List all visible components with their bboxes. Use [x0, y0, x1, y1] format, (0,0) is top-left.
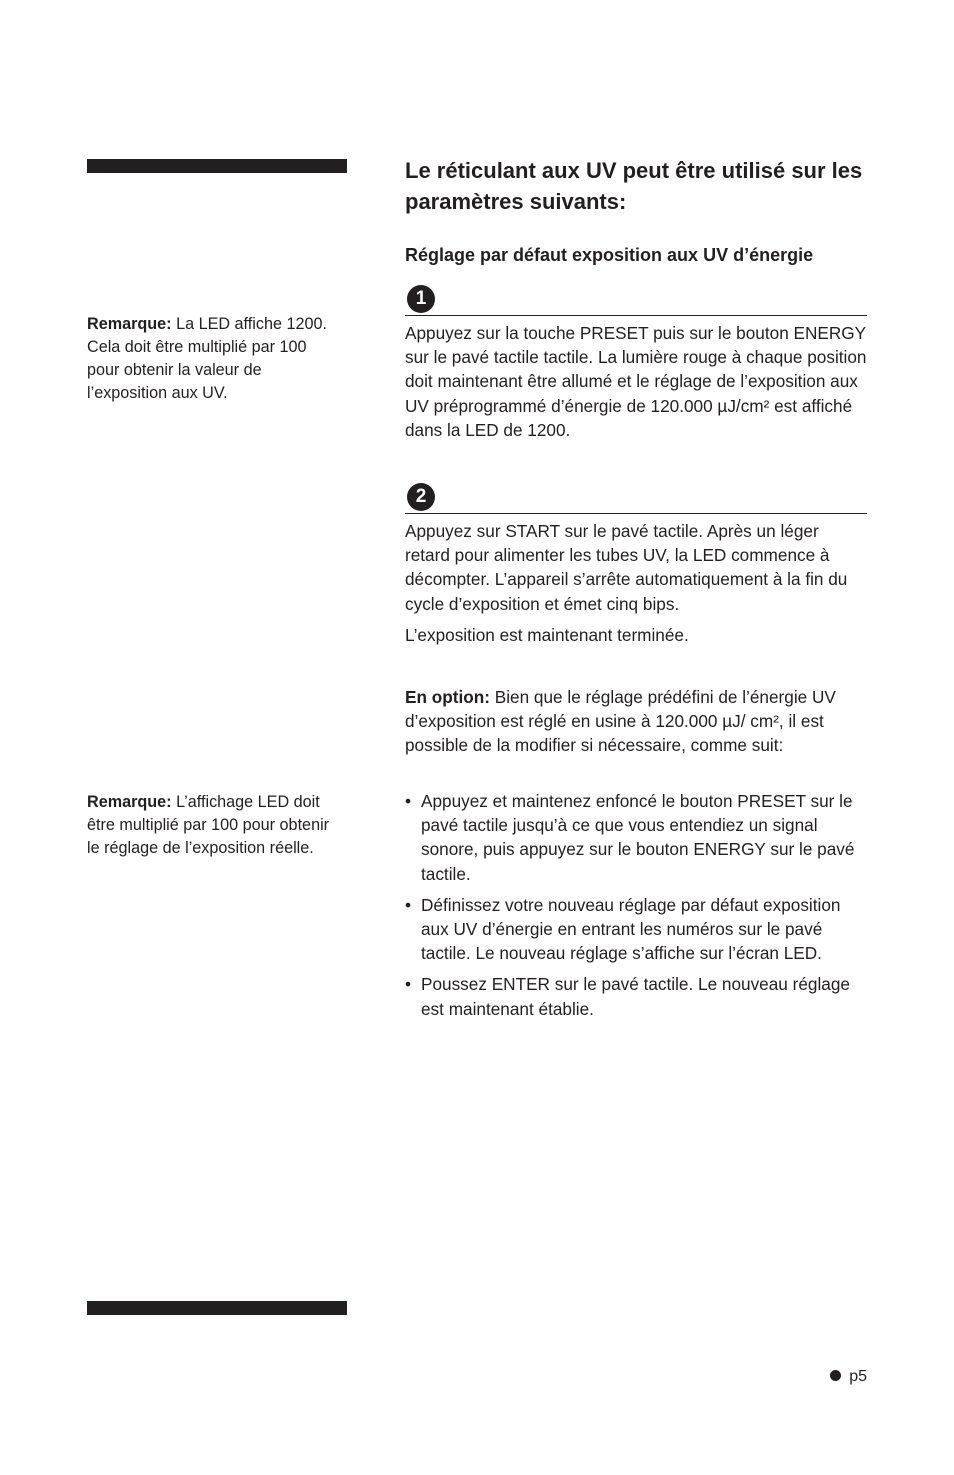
- note-label: Remarque:: [87, 315, 172, 333]
- completion-text: L’exposition est maintenant terminée.: [405, 625, 689, 645]
- option-label: En option:: [405, 687, 490, 707]
- list-item: [405, 893, 867, 966]
- list-item-text: Appuyez et maintenez enfoncé le bouton PRESET sur le pavé tactile jusqu’à ce que vous entendiez un signal sonore, puis appuyez sur le bouton ENERGY sur le pavé tactile.: [421, 791, 855, 884]
- page-footer: [830, 1366, 867, 1388]
- note-text: L’affichage LED doit être multiplié par 100 pour obtenir le réglage de l’exposition réelle.: [87, 793, 330, 857]
- bullet-icon: •: [405, 974, 412, 995]
- bullet-icon: •: [405, 791, 412, 811]
- step-2-header: [405, 481, 867, 514]
- step-1-text: Appuyez sur la touche PRESET puis sur le bouton ENERGY sur le pavé tactile tactile. La lumière rouge à chaque position doit maintenant être allumé et le réglage de l’exposition aux UV préprogrammé d’énergie de 120.000 µJ/cm² est affiché dans la LED de 1200.: [405, 323, 867, 440]
- sidebar-top-rule: [87, 159, 347, 173]
- section-subtitle: Réglage par défaut exposition aux UV d’énergie: [405, 245, 814, 265]
- list-item: [405, 789, 867, 886]
- step-number-icon: 1: [407, 285, 435, 313]
- option-text: Bien que le réglage prédéfini de l’énergie UV d’exposition est réglé en usine à 120.000 µJ/ cm², il est possible de la modifier si nécessaire, comme suit:: [405, 687, 836, 756]
- page-dot-icon: [830, 1370, 841, 1381]
- page-number: p5: [849, 1368, 867, 1385]
- step-2-text: Appuyez sur START sur le pavé tactile. Après un léger retard pour alimenter les tubes UV, la LED commence à décompter. L’appareil s’arrête automatiquement à la fin du cycle d’exposition et émet cinq bips.: [405, 521, 848, 614]
- sidebar-bottom-rule: [87, 1301, 347, 1315]
- sidebar-note-led-multiply: [87, 791, 337, 860]
- option-paragraph: [405, 685, 867, 758]
- step-1-header: [405, 283, 867, 316]
- sidebar-note-led-display: [87, 313, 337, 405]
- note-label: Remarque:: [87, 793, 172, 811]
- step-number-icon: 2: [407, 483, 435, 511]
- list-item-text: Poussez ENTER sur le pavé tactile. Le nouveau réglage est maintenant établie.: [421, 974, 850, 1019]
- bullet-icon: •: [405, 894, 412, 915]
- page-title: Le réticulant aux UV peut être utilisé sur les paramètres suivants:: [405, 158, 863, 214]
- note-text: La LED affiche 1200. Cela doit être multiplié par 100 pour obtenir la valeur de l’exposition aux UV.: [87, 315, 327, 402]
- list-item: [405, 972, 867, 1020]
- option-steps-list: [405, 789, 867, 1028]
- list-item-text: Définissez votre nouveau réglage par défaut exposition aux UV d’énergie en entrant les numéros sur le pavé tactile. Le nouveau réglage s’affiche sur l’écran LED.: [421, 894, 841, 964]
